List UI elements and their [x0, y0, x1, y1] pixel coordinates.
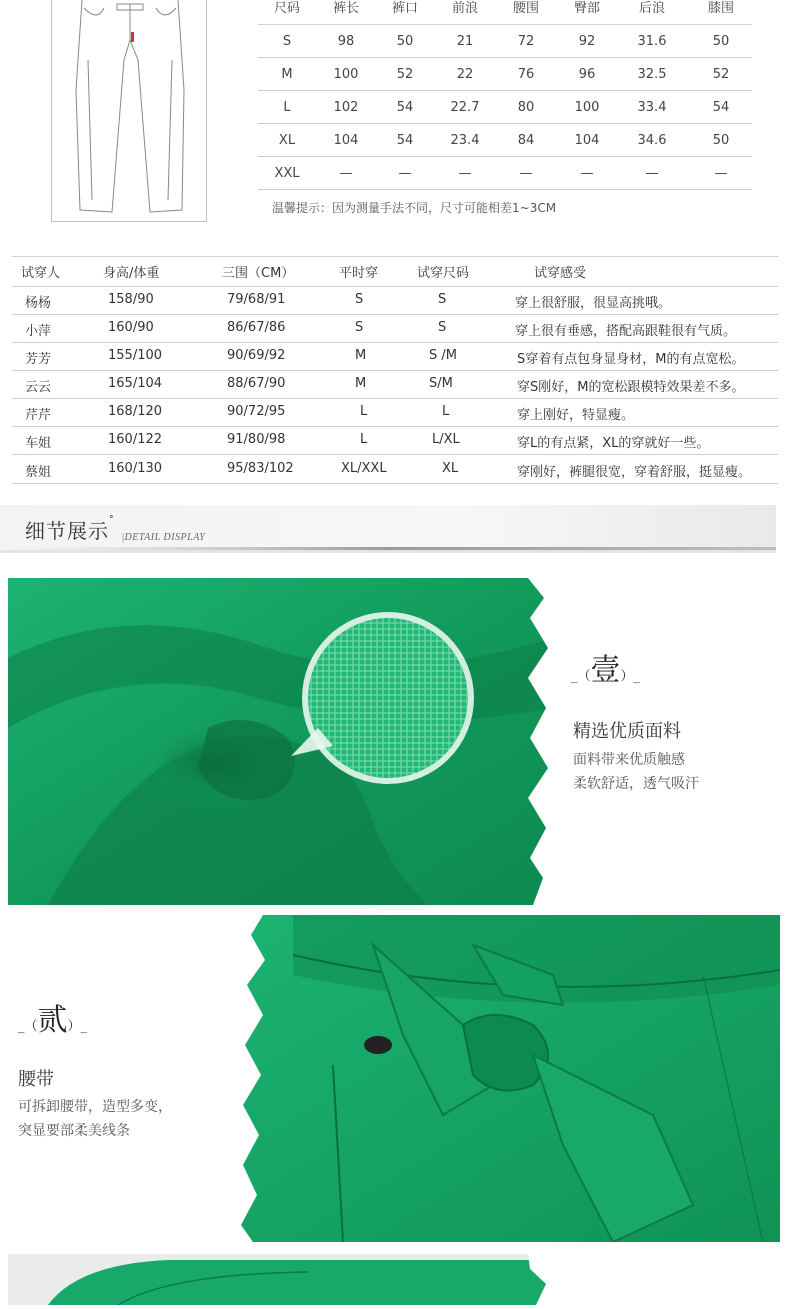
tryon-cell: S [355, 320, 364, 335]
size-cell: 32.5 [637, 67, 667, 82]
tryon-header-cell: 身高/体重 [103, 266, 160, 281]
tryon-cell: XL [442, 461, 459, 476]
tryon-cell: 小萍 [25, 324, 52, 339]
tryon-cell: L [360, 404, 368, 419]
tryon-cell: 90/69/92 [227, 348, 286, 363]
tryon-cell: 86/67/86 [227, 320, 286, 335]
feature-2-number-right: ）_ [67, 1019, 88, 1034]
size-header-cell: 后浪 [638, 1, 665, 16]
tryon-cell: 160/90 [108, 320, 154, 335]
size-cell: — [645, 166, 659, 181]
size-cell: 104 [574, 133, 600, 148]
size-cell: 54 [712, 100, 730, 115]
tryon-cell: 90/72/95 [227, 404, 286, 419]
tryon-row [12, 315, 778, 343]
size-cell: 100 [574, 100, 600, 115]
belt-closeup-photo [233, 915, 780, 1242]
feature-2-number-char: 贰 [37, 1003, 68, 1038]
size-cell: 100 [333, 67, 359, 82]
tryon-cell: 穿S刚好，M的宽松跟模特效果差不多。 [517, 380, 745, 395]
tryon-cell: L [442, 404, 450, 419]
tryon-cell: 杨杨 [25, 296, 52, 311]
tryon-cell: 160/122 [108, 432, 163, 447]
third-closeup-photo [8, 1254, 553, 1305]
size-header-cell: 膝围 [707, 1, 734, 16]
tryon-cell: 88/67/90 [227, 376, 286, 391]
pants-sketch-illustration [52, 0, 208, 222]
size-row [258, 58, 752, 91]
tryon-cell: 车姐 [25, 436, 52, 451]
tryon-header-cell: 试穿尺码 [417, 266, 470, 281]
tryon-header-cell: 平时穿 [339, 266, 379, 281]
size-cell: 54 [396, 133, 414, 148]
size-cell: M [281, 67, 293, 82]
detail-title-mark: ° [109, 515, 115, 525]
tryon-cell: 168/120 [108, 404, 163, 419]
tryon-cell: S [355, 292, 364, 307]
size-cell: 22.7 [450, 100, 480, 115]
size-header-cell: 前浪 [451, 1, 478, 16]
detail-section-header [0, 505, 776, 555]
size-header-cell: 臀部 [573, 1, 600, 16]
tryon-header [12, 256, 778, 287]
size-cell: 23.4 [450, 133, 480, 148]
size-cell: 34.6 [637, 133, 667, 148]
feature-1-number-left: _（ [571, 669, 591, 684]
size-cell: 50 [396, 34, 414, 49]
size-cell: — [714, 166, 728, 181]
tryon-cell: 79/68/91 [227, 292, 286, 307]
feature-2-number [18, 995, 87, 1039]
size-header-cell: 裤口 [391, 1, 418, 16]
size-note: 温馨提示：因为测量手法不同，尺寸可能相差1~3CM [272, 201, 557, 215]
detail-subtitle [122, 532, 205, 543]
size-row [258, 124, 752, 157]
tryon-cell: 芹芹 [25, 408, 52, 423]
size-cell: 52 [712, 67, 730, 82]
tryon-cell: 穿L的有点紧，XL的穿就好一些。 [517, 436, 710, 451]
tryon-header-cell: 试穿人 [21, 266, 61, 281]
tryon-cell: 蔡姐 [25, 465, 52, 480]
feature-1-title: 精选优质面料 [573, 721, 681, 742]
feature-1-desc [573, 748, 699, 796]
tryon-cell: M [355, 376, 367, 391]
tryon-cell: 165/104 [108, 376, 163, 391]
size-cell: 52 [396, 67, 414, 82]
size-header-cell: 裤长 [332, 1, 359, 16]
size-cell: — [398, 166, 412, 181]
belt-closeup-image [233, 915, 780, 1242]
feature-2-desc [18, 1095, 172, 1143]
tryon-header-cell: 三围（CM） [222, 266, 295, 281]
detail-title-text: 细节展示 [25, 519, 109, 543]
size-cell: 31.6 [637, 34, 667, 49]
tryon-cell: XL/XXL [341, 461, 387, 476]
size-cell: 98 [337, 34, 355, 49]
fabric-closeup-photo [8, 578, 553, 905]
tryon-cell: 95/83/102 [227, 461, 294, 476]
tryon-row [12, 287, 778, 315]
tryon-cell: 155/100 [108, 348, 163, 363]
size-header-cell: 尺码 [273, 1, 300, 16]
tryon-cell: M [355, 348, 367, 363]
tryon-cell: 穿上很舒服，很显高挑哦。 [515, 296, 672, 311]
tryon-cell: L/XL [432, 432, 460, 447]
size-cell: 54 [396, 100, 414, 115]
size-cell: XXL [274, 166, 300, 181]
size-cell: S [282, 34, 292, 49]
size-cell: 50 [712, 133, 730, 148]
feature-2-desc-line: 可拆卸腰带，造型多变， [18, 1099, 172, 1115]
feature-2-desc-line: 突显要部柔美线条 [18, 1123, 130, 1139]
size-row [258, 91, 752, 124]
size-cell: — [580, 166, 594, 181]
tryon-cell: 160/130 [108, 461, 163, 476]
tryon-cell: S [438, 292, 447, 307]
tryon-cell: S穿着有点包身显身材，M的有点宽松。 [517, 352, 745, 367]
size-cell: — [519, 166, 533, 181]
tryon-cell: 158/90 [108, 292, 154, 307]
size-cell: — [458, 166, 472, 181]
size-row [258, 25, 752, 58]
detail-subtitle-bar: | [122, 532, 125, 543]
tryon-cell: 穿上刚好，特显瘦。 [517, 408, 635, 423]
size-table-header [258, 0, 752, 25]
tryon-cell: 云云 [25, 380, 52, 395]
tryon-cell: L [360, 432, 368, 447]
size-cell: 50 [712, 34, 730, 49]
tryon-cell: S/M [429, 376, 453, 391]
detail-header-banner [0, 505, 776, 555]
tryon-header-cell: 试穿感受 [534, 266, 587, 281]
tryon-cell: 91/80/98 [227, 432, 286, 447]
tryon-cell: S [438, 320, 447, 335]
size-cell: 104 [333, 133, 359, 148]
feature-1-number-char: 壹 [590, 653, 621, 688]
tryon-row [12, 427, 778, 455]
tryon-row [12, 371, 778, 399]
size-cell: — [339, 166, 353, 181]
tryon-row [12, 399, 778, 427]
feature-2-title: 腰带 [18, 1069, 54, 1090]
size-row [258, 157, 752, 190]
tryon-cell: 穿上很有垂感，搭配高跟鞋很有气质。 [515, 324, 737, 339]
tryon-cell: 穿刚好，裤腿很宽，穿着舒服，挺显瘦。 [517, 465, 752, 480]
size-cell: 33.4 [637, 100, 667, 115]
feature-1-desc-line: 柔软舒适，透气吸汗 [573, 776, 699, 792]
size-cell: 72 [517, 34, 535, 49]
size-cell: 92 [578, 34, 596, 49]
size-cell: 84 [517, 133, 535, 148]
tryon-cell: S /M [429, 348, 457, 363]
size-header-cell: 腰围 [512, 1, 539, 16]
third-closeup-image [8, 1254, 553, 1305]
detail-subtitle-text: DETAIL DISPLAY [124, 532, 206, 543]
feature-1-number-right: ）_ [620, 669, 641, 684]
size-cell: 22 [456, 67, 474, 82]
size-cell: 102 [333, 100, 359, 115]
detail-title [25, 515, 115, 544]
pants-sketch-frame [51, 0, 207, 222]
tryon-row [12, 455, 778, 484]
feature-1-number [571, 645, 640, 689]
size-cell: XL [278, 133, 296, 148]
fabric-closeup-image [8, 578, 553, 905]
feature-2-number-left: _（ [18, 1019, 38, 1034]
feature-1-desc-line: 面料带来优质触感 [573, 752, 685, 768]
size-cell: 76 [517, 67, 535, 82]
tryon-row [12, 343, 778, 371]
size-cell: 21 [456, 34, 474, 49]
size-cell: 96 [578, 67, 596, 82]
size-cell: L [283, 100, 291, 115]
tryon-cell: 芳芳 [25, 352, 52, 367]
size-cell: 80 [517, 100, 535, 115]
